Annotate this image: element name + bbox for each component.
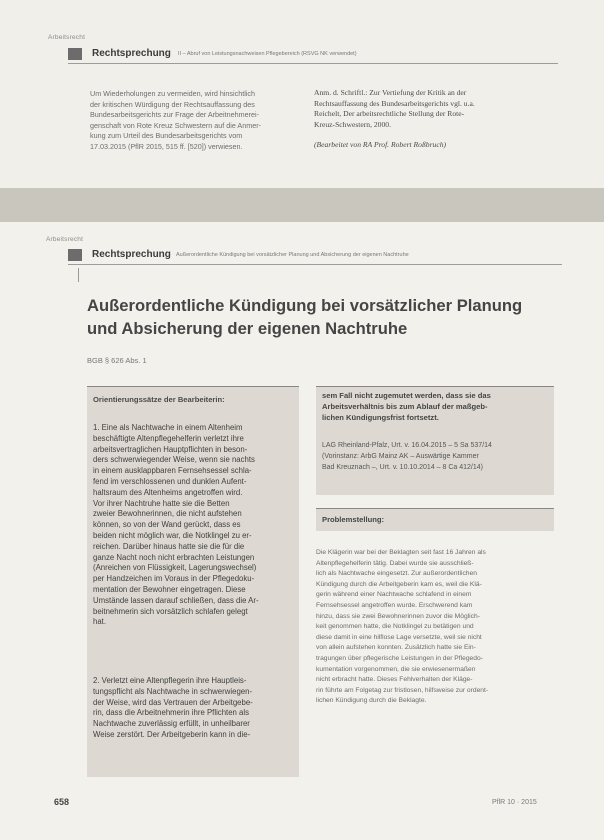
text-line: Nachtwache zuverlässig erfüllt, in unheilbarer: [93, 719, 250, 729]
header-marker: [68, 249, 82, 261]
headline-line: Außerordentliche Kündigung bei vorsätzlicher Planung: [87, 296, 523, 315]
text-line: Rechtsauffassung des Bundesarbeitsgerichts vgl. u.a.: [314, 98, 475, 108]
page-number: 658: [54, 797, 70, 807]
court-reference: [322, 441, 550, 473]
text-line: nicht erbracht hatte. Dieses Fehlverhalten der Kläge-: [316, 676, 473, 684]
journal-reference: PflR 10 · 2015: [492, 799, 537, 806]
text-line: sem Fall nicht zugemutet werden, dass sie das: [322, 391, 491, 400]
law-reference: BGB § 626 Abs. 1: [87, 356, 147, 365]
box-heading: Orientierungssätze der Bearbeiterin:: [93, 395, 225, 404]
text-line: 1. Eine als Nachtwache in einem Altenheim: [93, 423, 243, 432]
text-line: Anm. d. Schriftl.: Zur Vertiefung der Kritik an der: [314, 88, 467, 97]
text-line: reichen. Darüber hinaus hatte sie die für die: [93, 541, 245, 551]
text-line: der kritischen Würdigung der Rechtsauffassung des: [90, 99, 255, 109]
text-line: (Vorinstanz: ArbG Mainz AK – Auswärtige Kammer: [322, 452, 479, 460]
text-line: Kündigung durch die Arbeitgeberin kam es, weil die Klä-: [316, 580, 482, 588]
problem-heading-box: [316, 508, 554, 531]
text-line: lichen Kündigungsfrist fortsetzt.: [322, 412, 439, 422]
article-headline: [87, 294, 557, 340]
previous-page-fragment: [0, 0, 604, 188]
orientation-point-1: [93, 423, 293, 628]
text-line: lichen Kündigung durch die Beklagte.: [316, 697, 427, 705]
text-line: der Weise, wird das Vertrauen der Arbeitgebe-: [93, 697, 253, 707]
text-line: Die Klägerin war bei der Beklagten seit fast 16 Jahren als: [316, 549, 486, 556]
margin-mark: [78, 268, 79, 282]
text-line: 17.03.2015 (PflR 2015, 515 ff. [520]) verwiesen.: [90, 141, 243, 151]
header-rule: [68, 264, 562, 265]
section-label: Arbeitsrecht: [46, 236, 84, 243]
text-line: rin, dass die Arbeitnehmerin ihre Pflichten als: [93, 708, 250, 718]
header-subtitle: Außerordentliche Kündigung bei vorsätzlicher Planung und Absicherung der eigenen Nachtruhe: [176, 252, 409, 258]
text-line: lich als Nachtwache eingesetzt. Zur außerordentlichen: [316, 570, 477, 578]
problem-heading: Problemstellung:: [322, 515, 385, 524]
text-line: hinzu, dass sie zwei Bewohnerinnen zuvor die Möglich-: [316, 612, 480, 620]
text-line: ders schwerwiegender Weise, wenn sie nachts: [93, 455, 255, 465]
text-line: Kreuz-Schwestern, 2000.: [314, 119, 391, 129]
text-line: beschäftigte Altenpflegehelferin verletzt ihre: [93, 433, 244, 443]
text-line: fend im verschlossenen und dunklen Aufent-: [93, 476, 247, 486]
left-column: [90, 89, 266, 153]
text-line: kumentation vorgenommen, die sie erwiesenermaßen: [316, 665, 476, 673]
right-column: [314, 88, 558, 151]
text-line: beiden nicht möglich war, die Notklingel zu er-: [93, 530, 252, 540]
text-line: Fernsehsessel angetroffen wurde. Erschwerend kam: [316, 601, 473, 609]
header-title: Rechtsprechung: [92, 48, 171, 59]
author-note: (Bearbeitet von RA Prof. Robert Roßbruch): [314, 140, 447, 150]
header-subtitle: II – Abruf von Leistungsnachweisen Pflegebereich (RSVG NK verwendet): [178, 51, 357, 57]
text-line: tungspflicht als Nachtwache in schwerwiegen-: [93, 686, 253, 696]
text-line: in einem ausklappbaren Fernsehsessel schla-: [93, 466, 252, 476]
orientation-continuation-box: [316, 386, 554, 495]
text-line: beitnehmerin sich vorsätzlich schlafen gelegt: [93, 606, 248, 616]
text-line: können, so von der Wand gerückt, dass es: [93, 520, 241, 530]
text-line: Reichelt, Der arbeitsrechtliche Stellung der Rote-: [314, 109, 465, 119]
text-line: Bundesarbeitsgerichts zur Frage der Arbeitnehmerei-: [90, 110, 259, 120]
text-line: Umstände lassen darauf schließen, dass die Ar-: [93, 595, 259, 605]
text-line: 2. Verletzt eine Altenpflegerin ihre Hauptleis-: [93, 676, 247, 685]
orientation-box: [87, 386, 299, 777]
continuation-text: [322, 391, 550, 423]
text-line: mentation der Bewohner eingetragen. Diese: [93, 584, 246, 594]
text-line: arbeitsvertraglichen Hauptpflichten in beson-: [93, 444, 248, 454]
header-rule: [68, 63, 558, 64]
text-line: hat.: [93, 617, 107, 627]
page-gap: [0, 188, 604, 222]
problem-text: [316, 548, 550, 707]
text-line: gerin während einer Nachtwache schlafend in einem: [316, 591, 472, 599]
text-line: Um Wiederholungen zu vermeiden, wird hinsichtlich: [90, 89, 255, 98]
header-marker: [68, 48, 82, 60]
text-line: Arbeitsverhältnis bis zum Ablauf der maßgeb-: [322, 401, 488, 411]
text-line: von allein aufstehen konnten. Zusätzlich hatte sie Ein-: [316, 644, 476, 652]
text-line: haltsraum des Altenheims angetroffen wird.: [93, 487, 243, 497]
text-line: zweier Bewohnerinnen, die nicht aufstehen: [93, 509, 242, 519]
text-line: keit genommen hatte, die Notklingel zu betätigen und: [316, 623, 474, 631]
orientation-point-2: [93, 676, 293, 741]
text-line: rin führte am Folgetag zur fristlosen, hilfsweise zur ordent-: [316, 686, 489, 694]
header-title: Rechtsprechung: [92, 249, 171, 260]
text-line: Vor ihrer Nachtruhe hatte sie die Betten: [93, 498, 230, 508]
text-line: Weise zerstört. Der Arbeitgeberin kann in die-: [93, 729, 251, 739]
text-line: per Handzeichen im Voraus in der Pflegedoku-: [93, 574, 255, 584]
text-line: LAG Rheinland-Pfalz, Urt. v. 16.04.2015 – 5 Sa 537/14: [322, 442, 492, 449]
text-line: ganze Nacht noch nicht erbrachten Leistungen: [93, 552, 255, 562]
text-line: genschaft von Rote Kreuz Schwestern auf die Anmer-: [90, 120, 261, 130]
text-line: Altenpflegehelferin tätig. Dabei wurde sie ausschließ-: [316, 559, 474, 567]
text-line: Bad Kreuznach –, Urt. v. 10.10.2014 – 8 Ca 412/14): [322, 463, 483, 471]
text-line: tragungen über pflegerische Leistungen in der Pflegedo-: [316, 654, 483, 662]
text-line: (Anreichen von Flüssigkeit, Lagerungswechsel): [93, 563, 257, 573]
section-label: Arbeitsrecht: [48, 34, 86, 41]
text-line: kung zum Urteil des Bundesarbeitsgerichts vom: [90, 131, 243, 141]
text-line: diese damit in eine hilflose Lage versetzte, weil sie nicht: [316, 633, 482, 641]
headline-line: und Absicherung der eigenen Nachtruhe: [87, 319, 408, 338]
